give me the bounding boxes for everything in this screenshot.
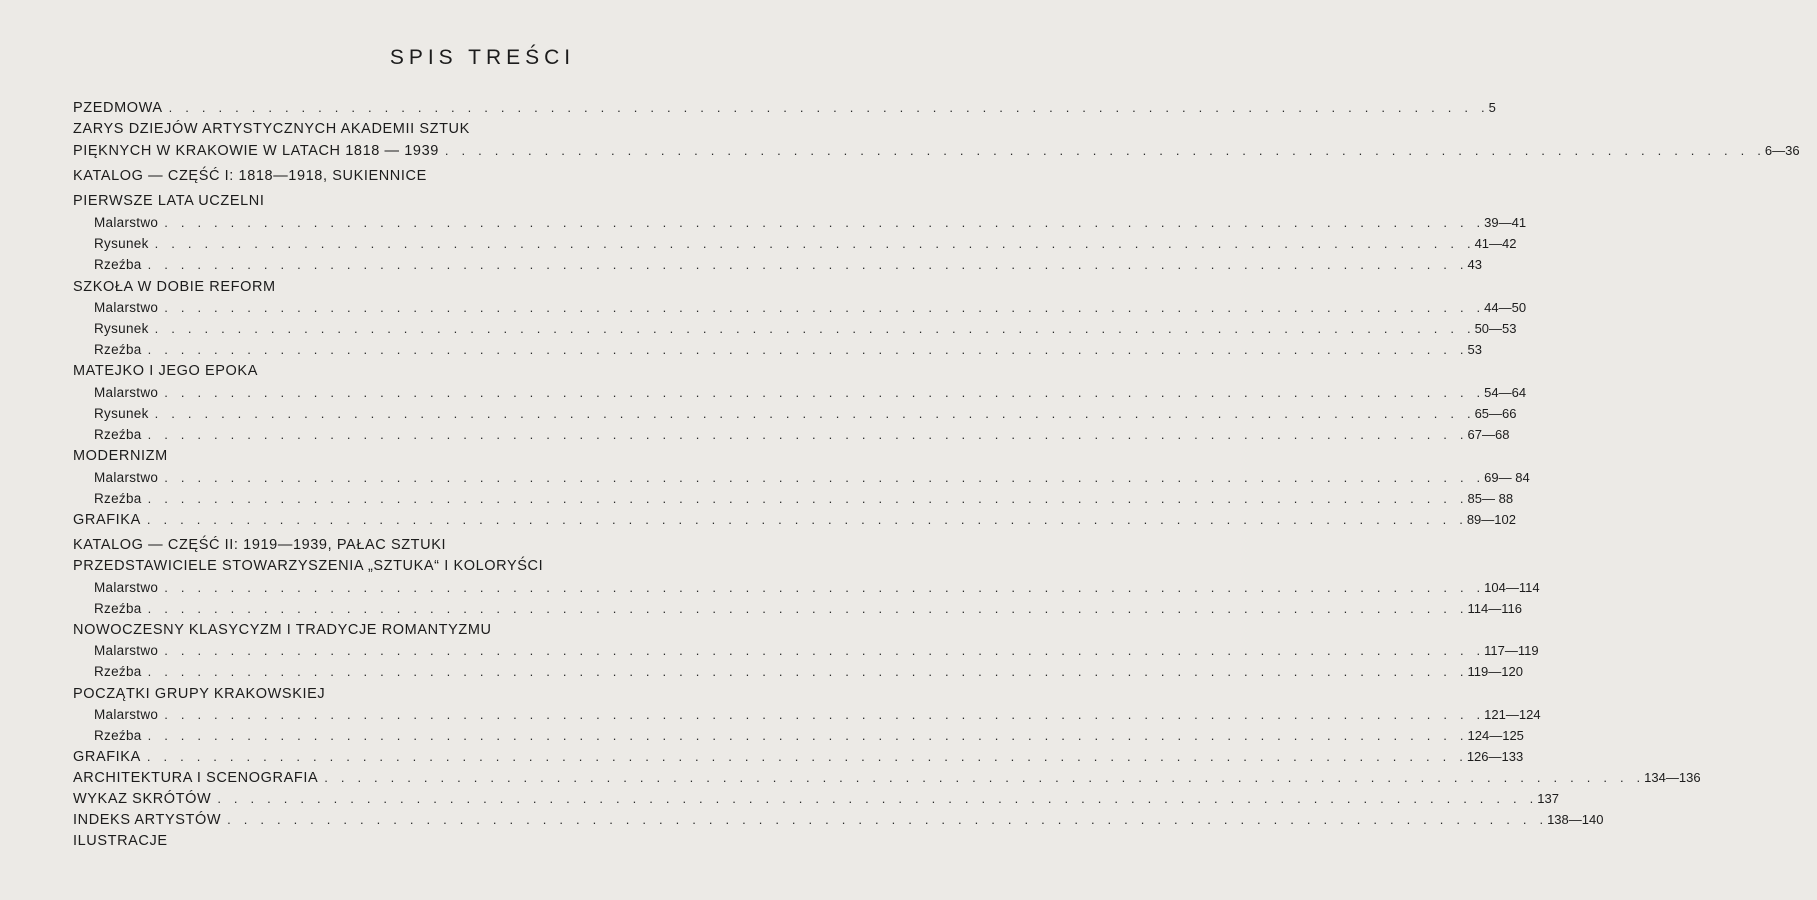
toc-entry-page: 138—140 [1547,812,1604,827]
toc-entry [73,686,893,706]
toc-entry-page: 85— 88 [1467,491,1514,506]
toc-entry-label: POCZĄTKI GRUPY KRAKOWSKIEJ [73,686,326,702]
toc-entry-page: 65—66 [1474,406,1517,421]
dot-leader: . . . . . . . . . . . . . . . . . . . . . . . . . . . . . . . . . . . . . . . . . . . . . . . . . . . . . . . . . . . . . . . . . . . . . . . . . . . . . . . . [147,601,1464,616]
toc-entry-page: 69— 84 [1484,470,1530,485]
toc-entry [73,279,893,299]
toc-entry [94,321,1517,341]
toc-entry-page: 6—36 [1764,143,1800,158]
toc-entry-label: Malarstwo [94,580,159,595]
toc-entry-label: KATALOG — CZĘŚĆ I: 1818—1918, SUKIENNICE [73,168,427,184]
toc-entry-page: 53 [1467,342,1482,357]
dot-leader: . . . . . . . . . . . . . . . . . . . . . . . . . . . . . . . . . . . . . . . . . . . . . . . . . . . . . . . . . . . . . . . . . . . . . . . . . . . . . . . . [164,215,1481,230]
toc-entry [73,448,893,468]
page-title: SPIS TREŚCI [389,46,576,69]
dot-leader: . . . . . . . . . . . . . . . . . . . . . . . . . . . . . . . . . . . . . . . . . . . . . . . . . . . . . . . . . . . . . . . . . . . . . . . . . . . . . . . . [147,728,1464,743]
toc-entry-label: Malarstwo [94,300,159,315]
toc-entry-label: Rysunek [94,236,149,251]
toc-entry-label: WYKAZ SKRÓTÓW [73,791,212,807]
dot-leader: . . . . . . . . . . . . . . . . . . . . . . . . . . . . . . . . . . . . . . . . . . . . . . . . . . . . . . . . . . . . . . . . . . . . . . . . . . . . . . . . [147,342,1464,357]
toc-entry-label: ZARYS DZIEJÓW ARTYSTYCZNYCH AKADEMII SZTUK [73,121,470,137]
toc-entry [94,601,1522,621]
toc-entry-page: 44—50 [1484,300,1527,315]
toc-entry-label: INDEKS ARTYSTÓW [73,812,222,828]
toc-entry-page: 39—41 [1484,215,1527,230]
toc-entry [73,143,1800,163]
dot-leader: . . . . . . . . . . . . . . . . . . . . . . . . . . . . . . . . . . . . . . . . . . . . . . . . . . . . . . . . . . . . . . . . . . . . . . . . . . . . . . . . [164,300,1481,315]
toc-entry-label: Rzeźba [94,427,142,442]
toc-entry [94,470,1530,490]
toc-entry [94,728,1524,748]
toc-entry [94,300,1527,320]
toc-entry-label: MODERNIZM [73,448,168,464]
toc-entry-page: 5 [1488,100,1496,115]
toc-entry [94,643,1539,663]
toc-entry [94,215,1527,235]
toc-entry [73,512,1516,532]
dot-leader: . . . . . . . . . . . . . . . . . . . . . . . . . . . . . . . . . . . . . . . . . . . . . . . . . . . . . . . . . . . . . . . . . . . . . . . . . . . . . . . . [154,321,1471,336]
toc-entry-label: KATALOG — CZĘŚĆ II: 1919—1939, PAŁAC SZTUKI [73,537,447,553]
toc-entry-page: 50—53 [1474,321,1517,336]
toc-entry [73,168,893,188]
toc-entry [73,749,1524,769]
toc-entry [73,121,893,141]
dot-leader: . . . . . . . . . . . . . . . . . . . . . . . . . . . . . . . . . . . . . . . . . . . . . . . . . . . . . . . . . . . . . . . . . . . . . . . . . . . . . . . . [227,812,1544,827]
toc-entry-label: Malarstwo [94,215,159,230]
toc-entry-label: Rzeźba [94,664,142,679]
toc-entry-page: 104—114 [1484,580,1540,595]
toc-entry-label: Rysunek [94,406,149,421]
dot-leader: . . . . . . . . . . . . . . . . . . . . . . . . . . . . . . . . . . . . . . . . . . . . . . . . . . . . . . . . . . . . . . . . . . . . . . . . . . . . . . . . [154,236,1471,251]
toc-entry [94,342,1482,362]
toc-entry-label: Malarstwo [94,385,159,400]
dot-leader: . . . . . . . . . . . . . . . . . . . . . . . . . . . . . . . . . . . . . . . . . . . . . . . . . . . . . . . . . . . . . . . . . . . . . . . . . . . . . . . . [147,491,1464,506]
dot-leader: . . . . . . . . . . . . . . . . . . . . . . . . . . . . . . . . . . . . . . . . . . . . . . . . . . . . . . . . . . . . . . . . . . . . . . . . . . . . . . . . [164,385,1481,400]
dot-leader: . . . . . . . . . . . . . . . . . . . . . . . . . . . . . . . . . . . . . . . . . . . . . . . . . . . . . . . . . . . . . . . . . . . . . . . . . . . . . . . . [154,406,1471,421]
toc-entry-label: GRAFIKA [73,749,141,765]
toc-entry [73,770,1701,790]
toc-entry-page: 41—42 [1474,236,1517,251]
toc-entry-page: 119—120 [1467,664,1523,679]
toc-entry [73,537,893,557]
toc-entry-label: PRZEDSTAWICIELE STOWARZYSZENIA „SZTUKA“ I KOLORYŚCI [73,558,544,574]
dot-leader: . . . . . . . . . . . . . . . . . . . . . . . . . . . . . . . . . . . . . . . . . . . . . . . . . . . . . . . . . . . . . . . . . . . . . . . . . . . . . . . . [146,749,1463,764]
toc-entry-label: Rysunek [94,321,149,336]
toc-entry [73,363,893,383]
toc-entry-label: Malarstwo [94,643,159,658]
toc-entry-label: Malarstwo [94,470,159,485]
toc-entry [73,622,893,642]
toc-entry-label: Rzeźba [94,491,142,506]
toc-entry [73,558,893,578]
toc-entry-page: 124—125 [1467,728,1524,743]
toc-entry-page: 89—102 [1466,512,1516,527]
toc-entry [73,812,1604,832]
toc-entry-label: NOWOCZESNY KLASYCYZM I TRADYCJE ROMANTYZMU [73,622,492,638]
toc-entry [94,427,1510,447]
dot-leader: . . . . . . . . . . . . . . . . . . . . . . . . . . . . . . . . . . . . . . . . . . . . . . . . . . . . . . . . . . . . . . . . . . . . . . . . . . . . . . . . [147,664,1464,679]
toc-entry-page: 121—124 [1484,707,1541,722]
dot-leader: . . . . . . . . . . . . . . . . . . . . . . . . . . . . . . . . . . . . . . . . . . . . . . . . . . . . . . . . . . . . . . . . . . . . . . . . . . . . . . . . [324,770,1641,785]
toc-entry-label: Rzeźba [94,257,142,272]
dot-leader: . . . . . . . . . . . . . . . . . . . . . . . . . . . . . . . . . . . . . . . . . . . . . . . . . . . . . . . . . . . . . . . . . . . . . . . . . . . . . . . . [146,512,1463,527]
dot-leader: . . . . . . . . . . . . . . . . . . . . . . . . . . . . . . . . . . . . . . . . . . . . . . . . . . . . . . . . . . . . . . . . . . . . . . . . . . . . . . . . [164,643,1481,658]
toc-entry [94,257,1482,277]
dot-leader: . . . . . . . . . . . . . . . . . . . . . . . . . . . . . . . . . . . . . . . . . . . . . . . . . . . . . . . . . . . . . . . . . . . . . . . . . . . . . . . . [164,470,1481,485]
dot-leader: . . . . . . . . . . . . . . . . . . . . . . . . . . . . . . . . . . . . . . . . . . . . . . . . . . . . . . . . . . . . . . . . . . . . . . . . . . . . . . . . [164,580,1481,595]
toc-entry-label: PZEDMOWA [73,100,163,116]
toc-entry [94,664,1523,684]
toc-entry [94,385,1527,405]
dot-leader: . . . . . . . . . . . . . . . . . . . . . . . . . . . . . . . . . . . . . . . . . . . . . . . . . . . . . . . . . . . . . . . . . . . . . . . . . . . . . . . . [164,707,1481,722]
toc-entry [94,406,1517,426]
toc-entry [94,491,1514,511]
dot-leader: . . . . . . . . . . . . . . . . . . . . . . . . . . . . . . . . . . . . . . . . . . . . . . . . . . . . . . . . . . . . . . . . . . . . . . . . . . . . . . . . [168,100,1485,115]
toc-entry [73,193,893,213]
toc-entry-page: 137 [1537,791,1559,806]
dot-leader: . . . . . . . . . . . . . . . . . . . . . . . . . . . . . . . . . . . . . . . . . . . . . . . . . . . . . . . . . . . . . . . . . . . . . . . . . . . . . . . . [444,143,1761,158]
toc-entry [73,100,1496,120]
dot-leader: . . . . . . . . . . . . . . . . . . . . . . . . . . . . . . . . . . . . . . . . . . . . . . . . . . . . . . . . . . . . . . . . . . . . . . . . . . . . . . . . [147,257,1464,272]
toc-entry-label: PIĘKNYCH W KRAKOWIE W LATACH 1818 — 1939 [73,143,439,159]
toc-entry-label: Rzeźba [94,601,142,616]
toc-entry-label: Malarstwo [94,707,159,722]
toc-entry-page: 117—119 [1484,643,1539,658]
toc-entry-page: 67—68 [1467,427,1510,442]
toc-entry-label: SZKOŁA W DOBIE REFORM [73,279,276,295]
toc-entry [94,707,1541,727]
toc-entry-label: ARCHITEKTURA I SCENOGRAFIA [73,770,319,786]
toc-entry [73,833,893,853]
dot-leader: . . . . . . . . . . . . . . . . . . . . . . . . . . . . . . . . . . . . . . . . . . . . . . . . . . . . . . . . . . . . . . . . . . . . . . . . . . . . . . . . [147,427,1464,442]
toc-entry-label: Rzeźba [94,342,142,357]
toc-entry [94,236,1517,256]
toc-entry-label: ILUSTRACJE [73,833,168,849]
toc-entry-label: PIERWSZE LATA UCZELNI [73,193,265,209]
toc-entry-page: 54—64 [1484,385,1527,400]
dot-leader: . . . . . . . . . . . . . . . . . . . . . . . . . . . . . . . . . . . . . . . . . . . . . . . . . . . . . . . . . . . . . . . . . . . . . . . . . . . . . . . . [217,791,1534,806]
toc-entry-label: MATEJKO I JEGO EPOKA [73,363,258,379]
toc-entry-label: GRAFIKA [73,512,141,528]
toc-entry-page: 114—116 [1467,601,1522,616]
toc-entry-page: 134—136 [1644,770,1701,785]
toc-entry-page: 126—133 [1466,749,1524,764]
toc-entry [73,791,1559,811]
toc-entry-page: 43 [1467,257,1482,272]
toc-entry-label: Rzeźba [94,728,142,743]
toc-entry [94,580,1540,600]
